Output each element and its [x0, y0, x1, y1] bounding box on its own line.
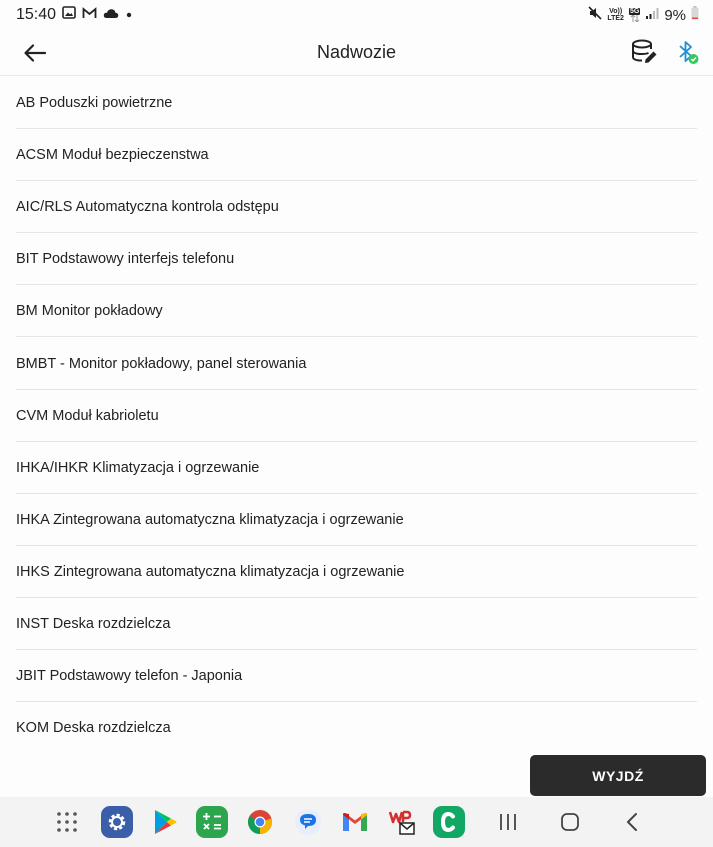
list-item[interactable]: [0, 337, 713, 389]
status-bar: [0, 0, 713, 30]
play-triangle-icon: [152, 808, 178, 836]
list-item[interactable]: [0, 702, 713, 754]
app-bar: [0, 30, 713, 76]
chrome-app-icon[interactable]: [244, 806, 276, 838]
cloud-notification-icon: [103, 6, 119, 24]
calculator-app-icon[interactable]: [196, 806, 228, 838]
play-store-icon[interactable]: [149, 806, 181, 838]
list-item[interactable]: [0, 390, 713, 442]
list-item[interactable]: [0, 285, 713, 337]
status-left: [16, 6, 133, 24]
network-5g-indicator: [629, 8, 640, 22]
battery-icon: [691, 6, 699, 24]
module-list: [0, 77, 713, 754]
bluetooth-connected-icon: [674, 38, 700, 66]
status-right: [588, 6, 699, 24]
list-item[interactable]: [0, 598, 713, 650]
list-item-label: ACSM Moduł bezpieczenstwa: [16, 147, 209, 164]
signal-strength-icon: [645, 7, 659, 24]
chat-bubble-icon: [294, 808, 322, 836]
list-item-label: INST Deska rozdzielcza: [16, 615, 171, 632]
phone-c-icon: [438, 810, 460, 834]
list-item-label: AIC/RLS Automatyczna kontrola odstępu: [16, 199, 279, 216]
mute-icon: [588, 6, 602, 24]
grid-dots-icon: [56, 811, 78, 833]
list-item[interactable]: [0, 494, 713, 546]
gear-icon: [106, 811, 128, 833]
list-item-label: BIT Podstawowy interfejs telefonu: [16, 251, 235, 268]
list-item-label: BM Monitor pokładowy: [16, 303, 163, 320]
battery-percent: 9%: [664, 6, 686, 24]
list-item[interactable]: [0, 129, 713, 181]
exit-button[interactable]: WYJDŹ: [530, 755, 706, 796]
network-5g-text: 5G: [629, 8, 640, 15]
settings-app-icon[interactable]: [101, 806, 133, 838]
database-edit-button[interactable]: [628, 36, 660, 68]
list-item[interactable]: [0, 181, 713, 233]
phone-app-icon[interactable]: [433, 806, 465, 838]
gmail-notification-icon: [82, 6, 97, 24]
wp-poczta-app-icon[interactable]: [386, 806, 418, 838]
recents-icon: [498, 813, 518, 831]
more-notifications-dot-icon: [125, 6, 133, 24]
list-item-label: IHKS Zintegrowana automatyczna klimatyzacja i ogrzewanie: [16, 563, 405, 580]
bluetooth-button[interactable]: [672, 36, 702, 68]
home-button[interactable]: [555, 807, 585, 837]
wp-mail-icon: [388, 808, 416, 836]
list-item[interactable]: [0, 546, 713, 598]
list-item[interactable]: [0, 77, 713, 129]
gmail-logo-icon: [341, 811, 369, 833]
gallery-notification-icon: [62, 6, 76, 24]
volte-top-text: Vo)): [609, 8, 623, 15]
calculator-icon: [201, 811, 223, 833]
chrome-logo-icon: [247, 809, 273, 835]
gmail-app-icon[interactable]: [339, 806, 371, 838]
navigation-bar: [0, 797, 713, 847]
list-item-label: AB Poduszki powietrzne: [16, 95, 173, 112]
list-item[interactable]: [0, 233, 713, 285]
list-item-label: KOM Deska rozdzielcza: [16, 720, 171, 737]
volte-bottom-text: LTE2: [607, 15, 624, 22]
list-item-label: CVM Moduł kabrioletu: [16, 407, 159, 424]
data-arrows-icon: [630, 15, 640, 22]
volte-indicator: [607, 8, 624, 22]
back-icon: [625, 812, 639, 832]
list-item[interactable]: [0, 650, 713, 702]
messages-app-icon[interactable]: [292, 806, 324, 838]
list-item-label: IHKA/IHKR Klimatyzacja i ogrzewanie: [16, 459, 260, 476]
list-item[interactable]: [0, 442, 713, 494]
database-edit-icon: [630, 38, 658, 66]
page-title: Nadwozie: [316, 42, 397, 62]
list-item-label: JBIT Podstawowy telefon - Japonia: [16, 668, 243, 685]
app-drawer-icon[interactable]: [51, 806, 83, 838]
recents-button[interactable]: [493, 807, 523, 837]
list-item-label: BMBT - Monitor pokładowy, panel sterowania: [16, 355, 307, 372]
home-icon: [560, 812, 580, 832]
status-time: 15:40: [16, 6, 57, 23]
list-item-label: IHKA Zintegrowana automatyczna klimatyzacja i ogrzewanie: [16, 511, 404, 528]
system-back-button[interactable]: [617, 807, 647, 837]
